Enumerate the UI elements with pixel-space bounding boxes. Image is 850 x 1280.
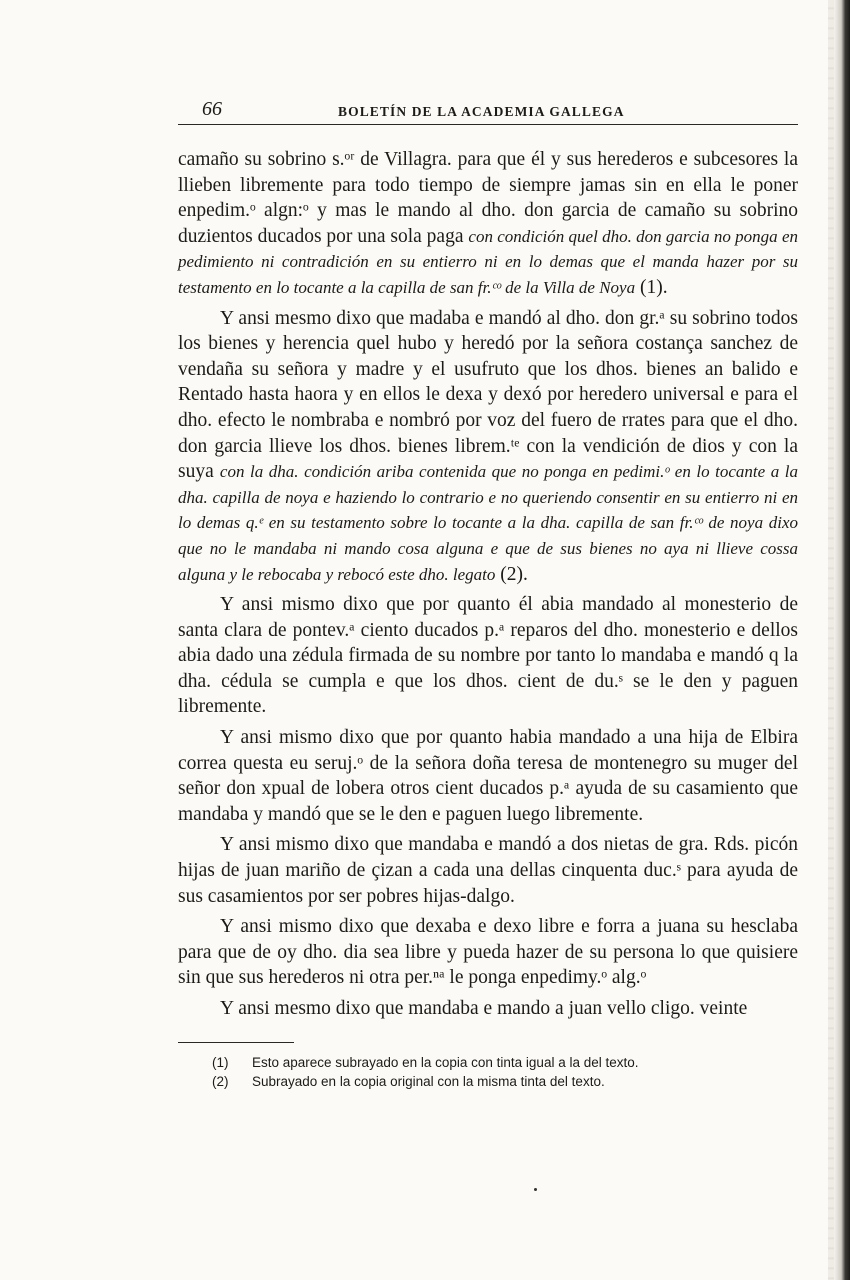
footnote-2 [178, 1072, 798, 1091]
paragraph-4 [178, 725, 798, 827]
underlined-passage: con condición quel dho. don garcia no ponga en pedimiento ni contradición en su entierro ni en lo demas que el manda hazer por su testamento en lo tocante a la capilla de san fr.ᶜᵒ de la Villa de Noya [178, 226, 798, 297]
paragraph-2 [178, 306, 798, 588]
paragraph-text: Y ansi mesmo dixo que mandaba e mando a juan vello cligo. veinte [220, 998, 748, 1019]
page-number: 66 [202, 98, 222, 120]
paragraph-6 [178, 914, 798, 991]
running-head [178, 98, 798, 125]
book-page [178, 98, 798, 1091]
footnote-1 [178, 1053, 798, 1072]
footnote-number: (1) [212, 1054, 229, 1070]
running-title: BOLETÍN DE LA ACADEMIA GALLEGA [338, 104, 625, 119]
paragraph-3 [178, 592, 798, 720]
paragraph-text: Y ansi mismo dixo que dexaba e dexo libre e forra a juana su hesclaba para que de oy dho. dia sea libre y pueda hazer de su persona lo que quisiere sin que sus herederos ni otra per.ⁿᵃ le ponga enpedimy.ᵒ alg.ᵒ [178, 916, 798, 989]
paragraph-1 [178, 147, 798, 301]
paragraph-5 [178, 832, 798, 909]
underlined-passage: con la dha. condición ariba contenida que no ponga en pedimi.ᵒ en lo tocante a la dha. capilla de noya e haziendo lo contrario e no queriendo consentir en su entierro ni en lo demas q.ᵉ en su testamento sobre lo tocante a la dha. capilla de san fr.ᶜᵒ de noya dixo que no le mandaba ni mando cosa alguna e que de sus bienes no aya ni llieve cossa alguna y le rebocaba y rebocó este dho. legato [178, 462, 798, 584]
paragraph-text: Y ansi mismo dixo que por quanto habia mandado a una hija de Elbira correa questa eu seruj.ᵒ de la señora doña teresa de montenegro su muger del señor don xpual de lobera otros cient ducados p.ᵃ ayuda de su casamiento que mandaba y mandó que se le den e paguen luego libremente. [178, 727, 798, 825]
paragraph-text: camaño su sobrino s.ᵒʳ de Villagra. para que él y sus herederos e subcesores la llieben libremente para todo tiempo de siempre jamas sin en ella le poner enpedim.ᵒ algn:ᵒ y mas le mando al dho. don garcia de camaño su sobrino duzientos ducados por una sola paga [178, 149, 798, 247]
footnotes [178, 1053, 798, 1091]
paragraph-7 [178, 996, 798, 1022]
body-text [178, 147, 798, 1022]
footnote-number: (2) [212, 1073, 229, 1089]
print-speck [534, 1188, 537, 1191]
footnote-text: Esto aparece subrayado en la copia con tinta igual a la del texto. [252, 1054, 639, 1070]
book-binding-edge [834, 0, 850, 1280]
paragraph-text: Y ansi mismo dixo que mandaba e mandó a dos nietas de gra. Rds. picón hijas de juan mariño de çizan a cada una dellas cinquenta duc.ˢ para ayuda de sus casamientos por ser pobres hijas-dalgo. [178, 834, 798, 907]
paragraph-text: Y ansi mesmo dixo que madaba e mandó al dho. don gr.ᵃ su sobrino todos los bienes y herencia quel hubo y heredó por la señora costança sanchez de vendaña su señora y madre y el usufruto que los dhos. bienes an balido e Rentado hasta haora y en ellos le dexa y dexó por heredero universal e para el dho. efecto le nombraba e nombró por voz del fuero de rrates para que el dho. don garcia llieve los dhos. bienes librem.ᵗᵉ con la vendición de dios y con la suya [178, 307, 798, 483]
footnote-divider [178, 1042, 294, 1043]
footnote-text: Subrayado en la copia original con la misma tinta del texto. [252, 1073, 605, 1089]
paragraph-text: Y ansi mismo dixo que por quanto él abia mandado al monesterio de santa clara de pontev.ᵃ ciento ducados p.ᵃ reparos del dho. monesterio e dellos abia dado una zédula firmada de su nombre por tanto lo mandaba e mandó q la dha. cédula se cumpla e que los dhos. cient de du.ˢ se le den y paguen libremente. [178, 594, 798, 718]
footnote-ref: (2). [495, 563, 528, 585]
footnote-ref: (1). [635, 276, 668, 298]
